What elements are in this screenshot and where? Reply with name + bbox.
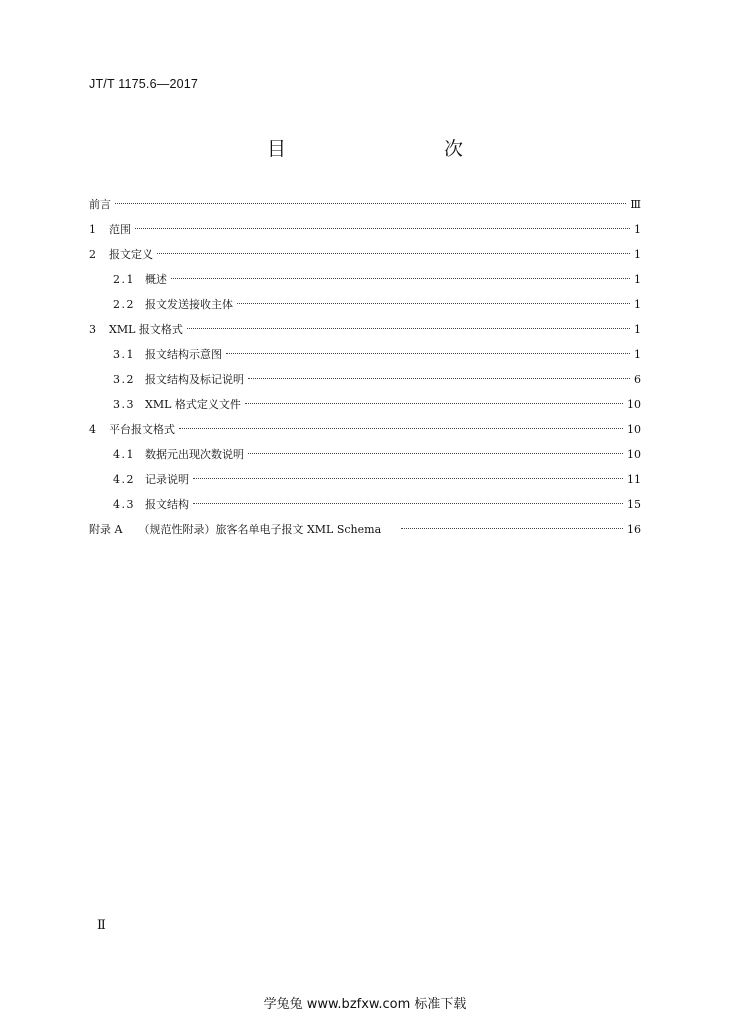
- toc-entry-page: 1: [634, 248, 641, 261]
- toc-entry-xml-definition-file[interactable]: [89, 392, 641, 417]
- toc-entry-label: [89, 242, 153, 267]
- toc-leader-dots: [193, 478, 623, 479]
- toc-leader-dots: [401, 528, 623, 529]
- toc-entry-title: 记录说明: [145, 473, 189, 486]
- toc-entry-number: 4.2: [113, 473, 135, 486]
- toc-entry-number: 4.3: [113, 498, 135, 511]
- toc-entry-page: 1: [634, 323, 641, 336]
- toc-entry-title: 报文发送接收主体: [145, 298, 233, 311]
- toc-entry-title: 报文定义: [109, 248, 153, 261]
- toc-entry-foreword[interactable]: [89, 192, 641, 217]
- toc-entry-number: 2.2: [113, 298, 135, 311]
- toc-entry-number: 3.2: [113, 373, 135, 386]
- toc-entry-page: 1: [634, 223, 641, 236]
- toc-entry-number: 2.1: [113, 273, 135, 286]
- toc-leader-dots: [171, 278, 630, 279]
- toc-entry-label: [113, 292, 233, 317]
- toc-leader-dots: [248, 453, 623, 454]
- toc-entry-title: XML 报文格式: [109, 323, 183, 336]
- toc-entry-overview[interactable]: [89, 267, 641, 292]
- toc-entry-page: 6: [634, 373, 641, 386]
- toc-entry-title: 概述: [145, 273, 167, 286]
- toc-entry-page: 10: [627, 448, 641, 461]
- toc-entry-label: [113, 492, 189, 517]
- toc-entry-structure-tags[interactable]: [89, 367, 641, 392]
- toc-entry-page: 11: [627, 473, 641, 486]
- toc-leader-dots: [179, 428, 623, 429]
- toc-entry-page: 1: [634, 298, 641, 311]
- toc-leader-dots: [157, 253, 630, 254]
- toc-leader-dots: [248, 378, 630, 379]
- toc-entry-occurrence[interactable]: [89, 442, 641, 467]
- toc-entry-number: 4: [89, 423, 96, 436]
- toc-entry-number: 2: [89, 248, 96, 261]
- toc-entry-message-definition[interactable]: [89, 242, 641, 267]
- toc-leader-dots: [115, 203, 626, 204]
- table-of-contents: [89, 192, 641, 542]
- toc-entry-label: [113, 342, 222, 367]
- toc-entry-page: 10: [627, 398, 641, 411]
- toc-entry-page: 16: [627, 523, 641, 536]
- toc-entry-label: [89, 317, 183, 342]
- toc-entry-label: [89, 192, 111, 217]
- toc-entry-platform-format[interactable]: [89, 417, 641, 442]
- toc-leader-dots: [237, 303, 630, 304]
- toc-entry-label: [89, 517, 381, 542]
- document-code: JT/T 1175.6—2017: [89, 77, 199, 91]
- toc-entry-title: 平台报文格式: [109, 423, 175, 436]
- toc-entry-number: 1: [89, 223, 96, 236]
- toc-entry-xml-format[interactable]: [89, 317, 641, 342]
- toc-entry-label: [113, 467, 189, 492]
- toc-entry-number: 3.3: [113, 398, 135, 411]
- toc-entry-title: 范围: [109, 223, 131, 236]
- toc-entry-message-structure[interactable]: [89, 492, 641, 517]
- toc-entry-page: 1: [634, 273, 641, 286]
- toc-entry-title: 数据元出现次数说明: [145, 448, 244, 461]
- toc-leader-dots: [193, 503, 623, 504]
- toc-leader-dots: [245, 403, 623, 404]
- toc-entry-label: [89, 417, 175, 442]
- toc-entry-label: [113, 267, 167, 292]
- toc-entry-title: 报文结构示意图: [145, 348, 222, 361]
- toc-leader-dots: [135, 228, 630, 229]
- watermark-text: 学兔兔 www.bzfxw.com 标准下载: [263, 997, 467, 1012]
- toc-entry-structure-diagram[interactable]: [89, 342, 641, 367]
- toc-entry-label: [113, 392, 241, 417]
- toc-entry-number: 附录 A: [89, 523, 123, 536]
- toc-entry-appendix-a[interactable]: [89, 517, 641, 542]
- toc-entry-scope[interactable]: [89, 217, 641, 242]
- toc-entry-number: 4.1: [113, 448, 135, 461]
- page-number: Ⅱ: [97, 918, 106, 933]
- toc-entry-title: 报文结构: [145, 498, 189, 511]
- toc-entry-record[interactable]: [89, 467, 641, 492]
- toc-entry-page: 10: [627, 423, 641, 436]
- toc-entry-title: 报文结构及标记说明: [145, 373, 244, 386]
- toc-entry-page: Ⅲ: [630, 198, 641, 211]
- toc-entry-label: [113, 442, 244, 467]
- page-title: 目 次: [266, 138, 503, 160]
- toc-entry-title: （规范性附录）旅客名单电子报文 XML Schema: [138, 523, 382, 536]
- toc-leader-dots: [187, 328, 630, 329]
- toc-entry-title: XML 格式定义文件: [145, 398, 241, 411]
- toc-entry-sender-receiver[interactable]: [89, 292, 641, 317]
- toc-entry-number: 3.1: [113, 348, 135, 361]
- toc-leader-dots: [226, 353, 630, 354]
- toc-entry-label: [113, 367, 244, 392]
- toc-entry-title: 前言: [89, 198, 111, 211]
- toc-entry-label: [89, 217, 131, 242]
- toc-entry-number: 3: [89, 323, 96, 336]
- toc-entry-page: 15: [627, 498, 641, 511]
- toc-entry-page: 1: [634, 348, 641, 361]
